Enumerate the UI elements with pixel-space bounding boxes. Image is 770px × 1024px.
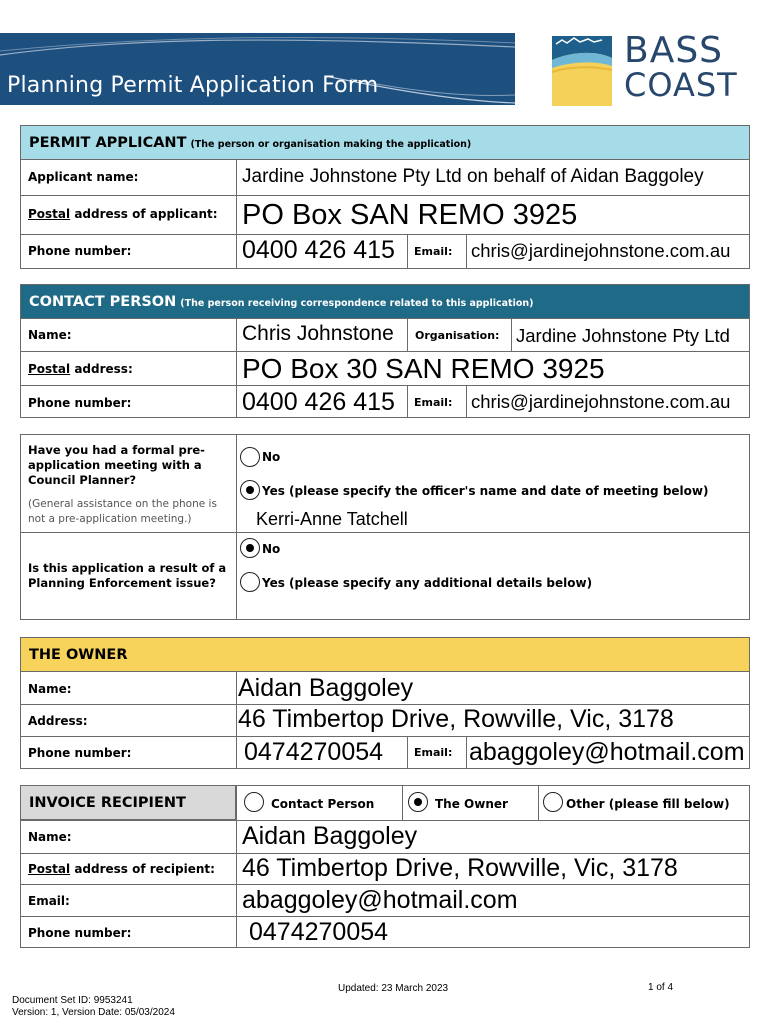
invoice-contact-label: Contact Person [271, 797, 375, 811]
version-info: Version: 1, Version Date: 05/03/2024 [12, 1007, 175, 1018]
owner-header: THE OWNER [20, 637, 750, 672]
owner-email-label: Email: [414, 746, 453, 759]
applicant-phone-field[interactable]: 0400 426 415 [242, 236, 395, 264]
enforcement-question: Is this application a result of a Planning Enforcement issue? [28, 561, 227, 590]
permit-applicant-header: PERMIT APPLICANT (The person or organisation making the application) [20, 125, 750, 160]
owner-address-label: Address: [28, 714, 88, 728]
applicant-phone-label: Phone number: [28, 244, 132, 258]
contact-person-header: CONTACT PERSON (The person receiving correspondence related to this application) [20, 284, 750, 319]
contact-organisation-field[interactable]: Jardine Johnstone Pty Ltd [516, 325, 730, 346]
owner-phone-field[interactable]: 0474270054 [244, 738, 384, 766]
owner-address-field[interactable]: 46 Timbertop Drive, Rowville, Vic, 3178 [238, 705, 674, 733]
owner-phone-label: Phone number: [28, 746, 132, 760]
logo-text-coast: COAST [624, 66, 738, 104]
contact-phone-field[interactable]: 0400 426 415 [242, 388, 395, 416]
invoice-other-label: Other (please fill below) [566, 797, 730, 811]
invoice-owner-label: The Owner [435, 797, 508, 811]
contact-organisation-label: Organisation: [415, 329, 500, 342]
q2-no-radio[interactable] [240, 538, 260, 558]
updated-date: Updated: 23 March 2023 [338, 983, 449, 994]
contact-postal-label: Postal address: [28, 362, 133, 376]
invoice-name-label: Name: [28, 830, 72, 844]
owner-name-label: Name: [28, 682, 72, 696]
invoice-email-label: Email: [28, 894, 70, 908]
invoice-owner-radio[interactable] [408, 792, 428, 812]
invoice-phone-label: Phone number: [28, 926, 132, 940]
contact-email-field[interactable]: chris@jardinejohnstone.com.au [471, 391, 731, 412]
q1-no-radio[interactable] [240, 447, 260, 467]
invoice-other-radio[interactable] [543, 792, 563, 812]
owner-name-field[interactable]: Aidan Baggoley [238, 674, 414, 702]
logo-emblem-icon [548, 32, 614, 108]
applicant-email-label: Email: [414, 245, 453, 258]
contact-postal-field[interactable]: PO Box 30 SAN REMO 3925 [242, 353, 605, 384]
invoice-postal-field[interactable]: 46 Timbertop Drive, Rowville, Vic, 3178 [242, 854, 678, 882]
form-title: Planning Permit Application Form [7, 73, 379, 98]
invoice-contact-radio[interactable] [244, 792, 264, 812]
q1-yes-label: Yes (please specify the officer's name and date of meeting below) [262, 484, 709, 498]
permit-applicant-subheading: (The person or organisation making the application) [190, 139, 472, 150]
applicant-name-field[interactable]: Jardine Johnstone Pty Ltd on behalf of Aidan Baggoley [242, 166, 704, 187]
contact-name-field[interactable]: Chris Johnstone [242, 322, 394, 345]
title-banner [0, 33, 515, 105]
invoice-postal-label: Postal address of recipient: [28, 862, 215, 876]
owner-email-field[interactable]: abaggoley@hotmail.com [469, 738, 745, 766]
pre-application-question: Have you had a formal pre-application meeting with a Council Planner? [28, 443, 205, 487]
invoice-email-field[interactable]: abaggoley@hotmail.com [242, 886, 518, 914]
applicant-name-label: Applicant name: [28, 170, 139, 184]
q1-no-label: No [262, 450, 281, 464]
invoice-phone-field[interactable]: 0474270054 [249, 918, 389, 946]
applicant-postal-label: Postal address of applicant: [28, 207, 218, 221]
contact-phone-label: Phone number: [28, 396, 132, 410]
invoice-name-field[interactable]: Aidan Baggoley [242, 822, 418, 850]
q2-no-label: No [262, 542, 281, 556]
q1-yes-radio[interactable] [240, 480, 260, 500]
applicant-email-field[interactable]: chris@jardinejohnstone.com.au [471, 240, 731, 261]
contact-email-label: Email: [414, 396, 453, 409]
pre-application-note: (General assistance on the phone is not a pre-application meeting.) [28, 498, 217, 525]
applicant-postal-field[interactable]: PO Box SAN REMO 3925 [242, 199, 578, 231]
q2-yes-label: Yes (please specify any additional details below) [262, 576, 593, 590]
document-set-id: Document Set ID: 9953241 [12, 995, 133, 1006]
q2-yes-radio[interactable] [240, 572, 260, 592]
bass-coast-logo [548, 30, 748, 108]
contact-name-label: Name: [28, 328, 72, 342]
invoice-header: INVOICE RECIPIENT [20, 785, 236, 820]
contact-person-subheading: (The person receiving correspondence related to this application) [180, 298, 534, 309]
q1-officer-details-field[interactable]: Kerri-Anne Tatchell [256, 509, 408, 529]
logo-text-bass: BASS [624, 30, 724, 71]
page-number: 1 of 4 [648, 982, 674, 993]
